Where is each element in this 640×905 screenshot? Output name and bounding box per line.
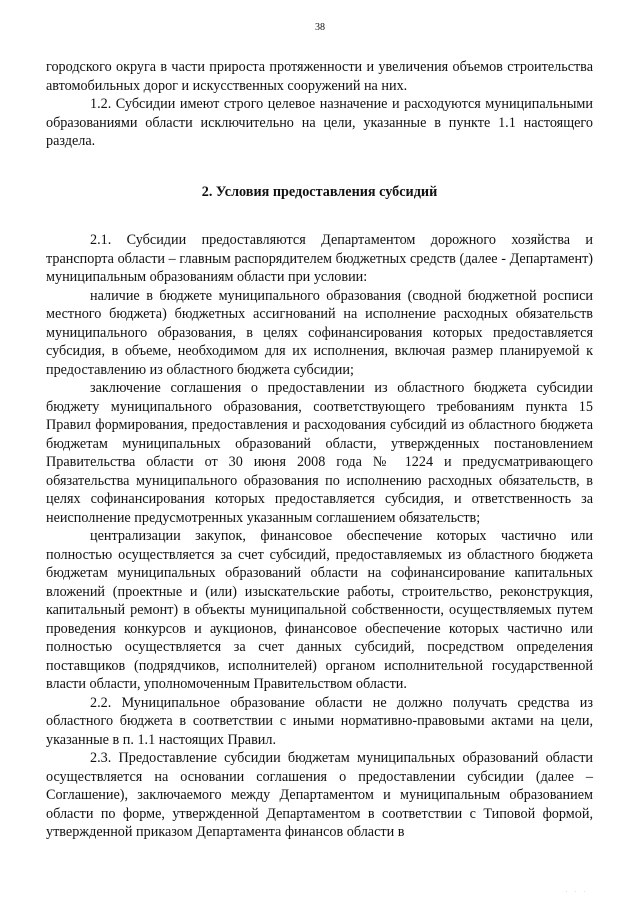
document-body (46, 58, 593, 842)
paragraph-1-2: 1.2. Субсидии имеют строго целевое назначение и расходуются муниципальными образованиями области исключительно на цели, указанные в пункте 1.1 настоящего раздела. (46, 96, 593, 149)
page-number: 38 (315, 22, 325, 33)
paragraph-2-1: 2.1. Субсидии предоставляются Департаментом дорожного хозяйства и транспорта области – главным распорядителем бюджетных средств (далее - Департамент) муниципальным образованиям области при условии: (46, 232, 593, 285)
paragraph-condition-procurement: централизации закупок, финансовое обеспечение которых частично или полностью осуществляется за счет субсидий, предоставляемых из областного бюджета бюджетам муниципальных образований области на софинансирование капитальных вложений (проектные и (или) изыскательские работы, строительство, реконструкция, капитальный ремонт) в объекты муниципальной собственности, осуществляемых путем проведения конкурсов и аукционов, финансовое обеспечение которых частично или полностью осуществляется за счет данных субсидий, посредством определения поставщиков (подрядчиков, исполнителей) органом исполнительной государственной власти области, уполномоченным Правительством области. (46, 528, 593, 692)
paragraph-condition-agreement: заключение соглашения о предоставлении из областного бюджета субсидии бюджету муниципального образования, соответствующего требованиям пункта 15 Правил формирования, предоставления и расходования субсидий из областного бюджета бюджетам муниципальных образований области, утвержденных постановлением Правительства области от 30 июня 2008 года № 1224 и предусматривающего обязательства муниципального образования по исполнению расходных обязательств, в целях софинансирования которых предоставляется субсидия, и ответственность за неисполнение предусмотренных указанным соглашением обязательств; (46, 380, 593, 526)
paragraph-condition-budget: наличие в бюджете муниципального образования (сводной бюджетной росписи местного бюджета) бюджетных ассигнований на исполнение расходных обязательств муниципального образования, в целях софинансирования которых предоставляется субсидия, в объеме, необходимом для их исполнения, включая размер планируемой к предоставлению из областного бюджета субсидии; (46, 287, 593, 378)
section-heading: 2. Условия предоставления субсидий (201, 183, 438, 200)
paragraph-2-3: 2.3. Предоставление субсидии бюджетам муниципальных образований области осуществляется на основании соглашения о предоставлении субсидии (далее – Соглашение), заключаемого между Департаментом и муниципальным образованием области по форме, утвержденной Департаментом в соответствии с Типовой формой, утвержденной приказом Департамента финансов области в (46, 750, 593, 840)
scan-marks: · · · (565, 890, 588, 895)
paragraph-continuation: городского округа в части прироста протяженности и увеличения объемов строительства автомобильных дорог и искусственных сооружений на них. (46, 59, 593, 94)
paragraph-2-2: 2.2. Муниципальное образование области не должно получать средства из областного бюджета в соответствии с иными нормативно-правовыми актами на цели, указанные в п. 1.1 настоящих Правил. (46, 694, 593, 748)
